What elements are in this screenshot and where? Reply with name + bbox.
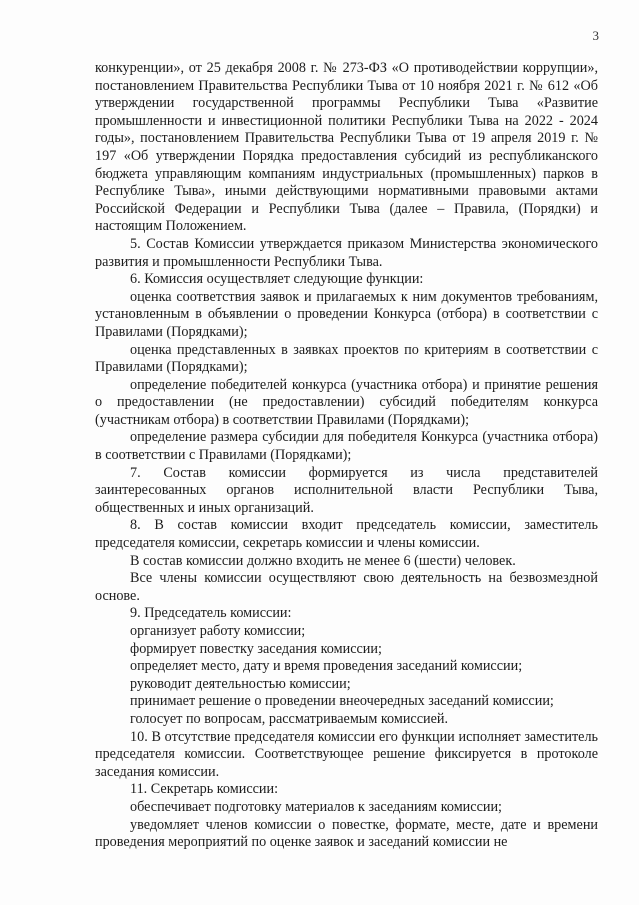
document-body bbox=[95, 60, 598, 852]
paragraph: 5. Состав Комиссии утверждается приказом Министерства экономического развития и промышленности Республики Тыва. bbox=[95, 235, 598, 270]
paragraph: организует работу комиссии; bbox=[130, 623, 306, 639]
paragraph: определение размера субсидии для победителя Конкурса (участника отбора) в соответствии с Правилами (Порядками); bbox=[95, 429, 598, 464]
paragraph: 11. Секретарь комиссии: bbox=[130, 781, 279, 798]
paragraph: 6. Комиссия осуществляет следующие функции: bbox=[130, 271, 424, 288]
paragraph: Все члены комиссии осуществляют свою деятельность на безвозмездной основе. bbox=[95, 570, 598, 604]
paragraph: конкуренции», от 25 декабря 2008 г. № 273-ФЗ «О противодействии коррупции», постановлением Правительства Республики Тыва от 10 ноября 2021 г. № 612 «Об утверждении государственной программы Республики Тыва «Развитие промышленности и инвестиционной политики Республики Тыва на 2022 - 2024 годы», постановлением Правительства Республики Тыва от 19 апреля 2019 г. № 197 «Об утверждении Порядка предоставления субсидий из республиканского бюджета управляющим компаниям индустриальных (промышленных) парков в Республике Тыва», иными действующими нормативными правовыми актами Российской Федерации и Республики Тыва (далее – Правила, (Порядки) и настоящим Положением. bbox=[95, 60, 598, 235]
paragraph: формирует повестку заседания комиссии; bbox=[130, 640, 382, 657]
paragraph: В состав комиссии должно входить не менее 6 (шести) человек. bbox=[130, 552, 516, 569]
paragraph: уведомляет членов комиссии о повестке, формате, месте, дате и времени проведения мероприятий по оценке заявок и заседаний комиссии не bbox=[95, 816, 598, 851]
paragraph: оценка представленных в заявках проектов по критериям в соответствии с Правилами (Порядками); bbox=[95, 341, 598, 376]
paragraph: голосует по вопросам, рассматриваемым комиссией. bbox=[130, 710, 449, 727]
paragraph: 7. Состав комиссии формируется из числа представителей заинтересованных органов исполнительной власти Республики Тыва, общественных и иных организаций. bbox=[95, 464, 598, 516]
paragraph: принимает решение о проведении внеочередных заседаний комиссии; bbox=[130, 693, 554, 710]
paragraph: определение победителей конкурса (участника отбора) и принятие решения о предоставлении (не предоставлении) субсидий победителям конкурса (участникам отбора) в соответствии Правилами (Порядками); bbox=[95, 376, 598, 428]
paragraph: определяет место, дату и время проведения заседаний комиссии; bbox=[130, 658, 523, 675]
paragraph: руководит деятельностью комиссии; bbox=[130, 675, 351, 692]
paragraph: 8. В состав комиссии входит председатель комиссии, заместитель председателя комиссии, секретарь комиссии и члены комиссии. bbox=[95, 517, 598, 552]
paragraph: оценка соответствия заявок и прилагаемых к ним документов требованиям, установленным в объявлении о проведении Конкурса (отбора) в соответствии с Правилами (Порядками); bbox=[95, 288, 598, 340]
paragraph: обеспечивает подготовку материалов к заседаниям комиссии; bbox=[130, 798, 502, 815]
paragraph: 10. В отсутствие председателя комиссии его функции исполняет заместитель председателя комиссии. Соответствующее решение фиксируется в протоколе заседания комиссии. bbox=[95, 728, 598, 780]
paragraph: 9. Председатель комиссии: bbox=[130, 605, 292, 622]
page-number: 3 bbox=[592, 28, 599, 43]
